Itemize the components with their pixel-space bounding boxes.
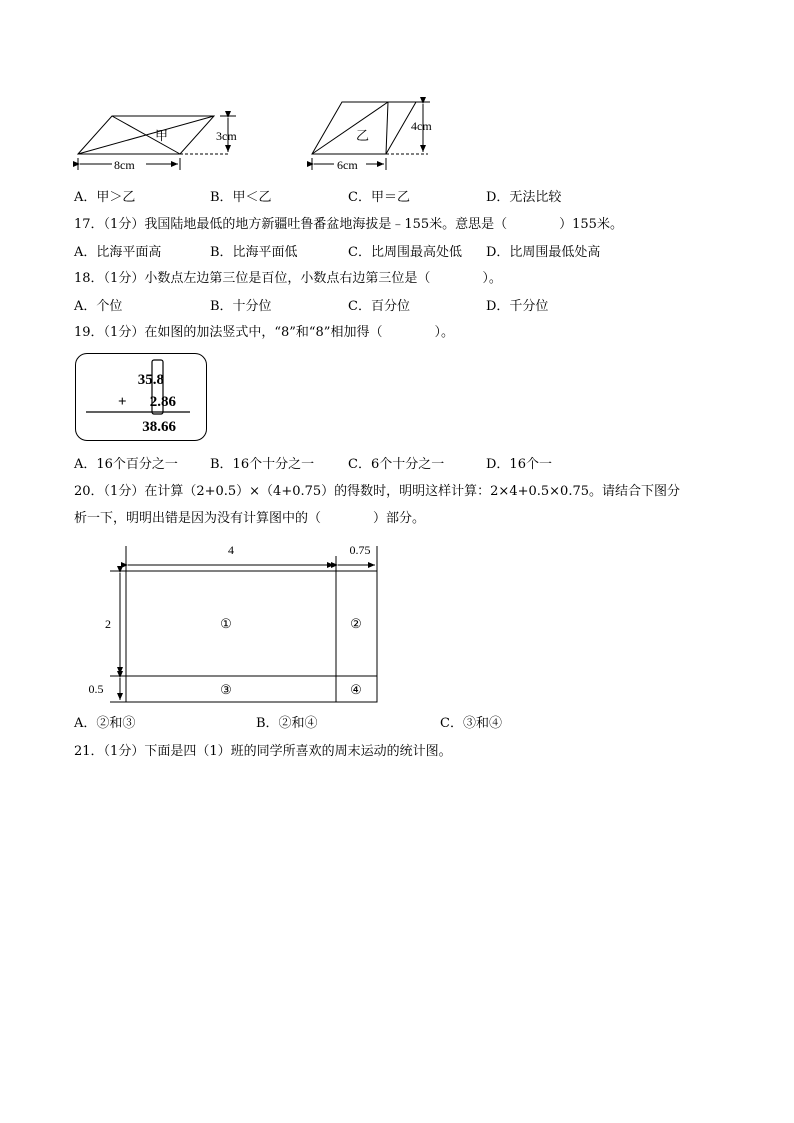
q18-option-b[interactable]: B．十分位 <box>210 299 272 314</box>
region-2: ② <box>350 616 362 631</box>
q18-option-d[interactable]: D．千分位 <box>486 299 549 314</box>
parallelogram-yi <box>312 102 432 172</box>
parallelogram-jia <box>78 116 237 172</box>
label-yi: 乙 <box>356 128 370 143</box>
q18-option-c[interactable]: C．百分位 <box>348 299 410 314</box>
q20-option-b[interactable]: B．②和④ <box>256 716 318 731</box>
q20-option-c[interactable]: C．③和④ <box>440 716 502 731</box>
region-1: ① <box>220 616 232 631</box>
q19-addition-figure <box>75 353 207 441</box>
q18-text: 18．（1分）小数点左边第三位是百位，小数点右边第三位是（ ）。 <box>74 271 502 286</box>
q19-option-a[interactable]: A．16个百分之一 <box>74 457 178 472</box>
dim-top-075: 0.75 <box>349 543 371 557</box>
q19-text: 19．（1分）在如图的加法竖式中，“8”和“8”相加得（ ）。 <box>74 325 454 340</box>
dim-top-4: 4 <box>228 543 234 557</box>
base-jia: 8cm <box>114 158 135 172</box>
q17-option-d[interactable]: D．比周围最低处高 <box>486 245 601 260</box>
q16-figures <box>70 96 450 176</box>
calc-sum: 38.66 <box>142 419 176 435</box>
q16-option-d[interactable]: D．无法比较 <box>486 190 562 205</box>
label-jia: 甲 <box>155 128 169 143</box>
q20-option-a[interactable]: A．②和③ <box>74 716 136 731</box>
calc-addend2: 2.86 <box>149 394 176 410</box>
q16-option-a[interactable]: A．甲＞乙 <box>74 190 136 205</box>
dim-left-05: 0.5 <box>88 682 104 696</box>
calc-addend1: 35.8 <box>137 372 164 388</box>
q18-option-a[interactable]: A．个位 <box>74 299 123 314</box>
q20-text-line1: 20．（1分）在计算（2+0.5）×（4+0.75）的得数时，明明这样计算：2×4+0.5×0.75。请结合下图分 <box>74 484 680 499</box>
q17-option-a[interactable]: A．比海平面高 <box>74 245 162 260</box>
q19-option-c[interactable]: C．6个十分之一 <box>348 457 445 472</box>
q16-option-b[interactable]: B．甲＜乙 <box>210 190 272 205</box>
q20-text-line2: 析一下，明明出错是因为没有计算图中的（ ）部分。 <box>74 511 426 526</box>
height-yi: 4cm <box>411 119 432 133</box>
base-yi: 6cm <box>337 158 358 172</box>
height-jia: 3cm <box>216 129 237 143</box>
q17-option-b[interactable]: B．比海平面低 <box>210 245 298 260</box>
region-3: ③ <box>220 682 232 697</box>
q19-option-b[interactable]: B．16个十分之一 <box>210 457 315 472</box>
q17-text: 17．（1分）我国陆地最低的地方新疆吐鲁番盆地海拔是﹣155米。意思是（ ）155米。 <box>74 217 623 232</box>
q16-option-c[interactable]: C．甲＝乙 <box>348 190 410 205</box>
dim-left-2: 2 <box>105 617 111 631</box>
calc-plus: + <box>118 394 127 410</box>
q19-option-d[interactable]: D．16个一 <box>486 457 552 472</box>
region-4: ④ <box>350 682 362 697</box>
q17-option-c[interactable]: C．比周围最高处低 <box>348 245 462 260</box>
q21-text: 21．（1分）下面是四（1）班的同学所喜欢的周末运动的统计图。 <box>74 744 452 759</box>
q20-rectangle-diagram <box>80 538 400 708</box>
